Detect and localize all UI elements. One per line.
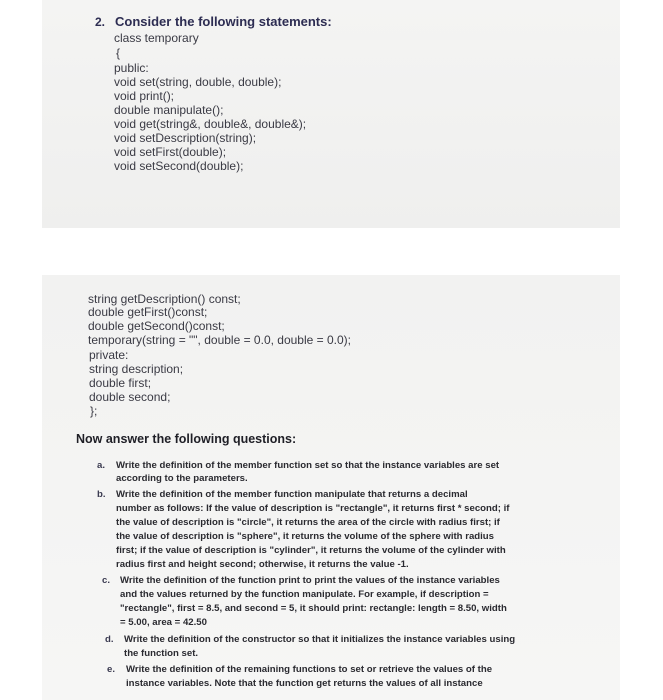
part-line: number as follows: If the value of description is "rectangle", it returns first * second; if	[116, 503, 510, 514]
code-line: void set(string, double, double);	[114, 75, 282, 89]
code-line: {	[116, 46, 121, 60]
code-line: private:	[89, 348, 129, 362]
part-line: Write the definition of the member function manipulate that returns a decimal	[116, 489, 468, 500]
part-line: Write the definition of the function print to print the values of the instance variables	[120, 575, 500, 586]
code-line: double getFirst()const;	[88, 305, 208, 319]
part-line: Write the definition of the constructor so that it initializes the instance variables using	[124, 634, 516, 645]
part-label: c.	[102, 575, 111, 586]
photo-bottom-sheet	[42, 275, 620, 700]
part-line: radius first and height second; otherwise, it returns the value -1.	[116, 559, 409, 570]
code-line: double second;	[89, 390, 171, 404]
code-line: temporary(string = "", double = 0.0, double = 0.0);	[88, 333, 352, 347]
part-line: and the values returned by the function manipulate. For example, if description =	[120, 589, 489, 600]
photo-top-sheet	[42, 0, 620, 228]
code-line: void setFirst(double);	[114, 145, 227, 159]
part-label: b.	[97, 489, 106, 500]
code-line: void setDescription(string);	[114, 131, 257, 145]
code-line: double getSecond()const;	[88, 319, 225, 333]
code-line: string description;	[89, 362, 184, 376]
code-line: void get(string&, double&, double&);	[114, 117, 307, 131]
part-line: according to the parameters.	[116, 473, 248, 484]
part-line: Write the definition of the member function set so that the instance variables are set	[116, 460, 500, 471]
code-line: class temporary	[114, 31, 199, 45]
part-line: the value of description is "sphere", it returns the volume of the sphere with radius	[116, 531, 494, 542]
code-line: string getDescription() const;	[88, 292, 241, 306]
part-label: d.	[105, 634, 114, 645]
part-line: the function set.	[124, 648, 199, 659]
part-line: = 5.00, area = 42.50	[120, 617, 207, 628]
part-line: "rectangle", first = 8.5, and second = 5, it should print: rectangle: length = 8.50, width	[120, 603, 507, 614]
part-line: Write the definition of the remaining functions to set or retrieve the values of the	[126, 664, 493, 675]
code-line: double first;	[89, 376, 152, 390]
part-line: the value of description is "circle", it returns the area of the circle with radius first; if	[116, 517, 500, 528]
question-number: 2.	[95, 15, 106, 29]
part-label: e.	[107, 664, 116, 675]
code-line: public:	[114, 61, 149, 75]
answer-heading: Now answer the following questions:	[76, 432, 297, 446]
code-line: double manipulate();	[114, 103, 224, 117]
part-line: first; if the value of description is "cylinder", it returns the volume of the cylinder with	[116, 545, 506, 556]
question-title: Consider the following statements:	[115, 14, 332, 29]
part-label: a.	[97, 460, 106, 471]
code-line: void setSecond(double);	[114, 159, 244, 173]
code-line: };	[90, 404, 98, 418]
code-line: void print();	[114, 89, 175, 103]
part-line: instance variables. Note that the function get returns the values of all instance	[126, 678, 483, 689]
